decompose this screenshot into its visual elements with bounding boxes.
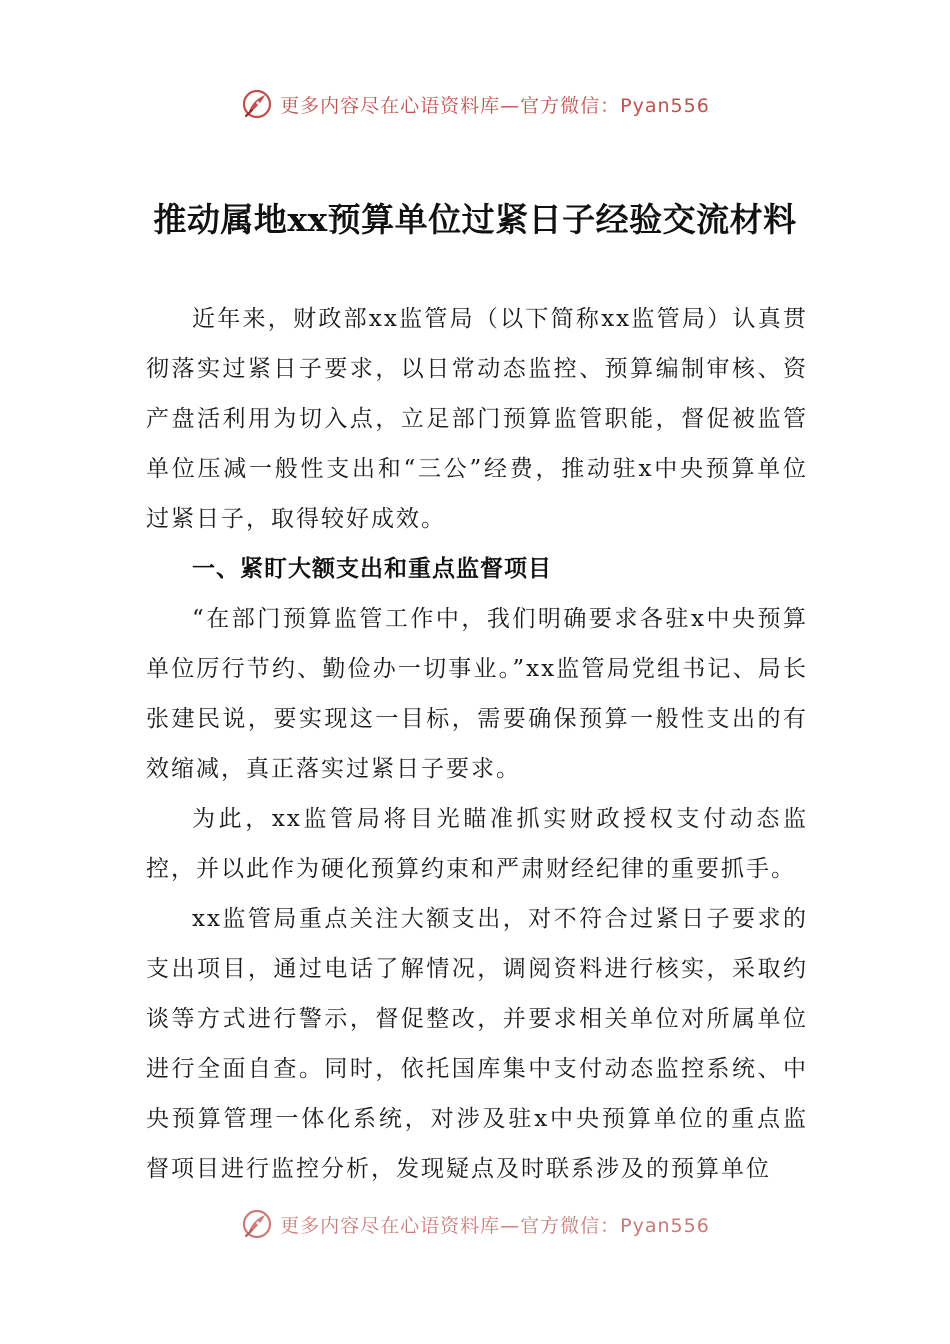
header-banner <box>0 84 950 124</box>
pen-nib-logo-icon <box>240 1207 274 1241</box>
section-paragraph: “在部门预算监管工作中，我们明确要求各驻x中央预算单位厉行节约、勤俭办一切事业。”xx监管局党组书记、局长张建民说，要实现这一目标，需要确保预算一般性支出的有效缩减，真正落实过紧日子要求。 <box>146 606 808 782</box>
document-title: 推动属地xx预算单位过紧日子经验交流材料 <box>153 200 797 239</box>
document-body <box>146 294 808 1194</box>
footer-banner-text: 更多内容尽在心语资料库—官方微信：Pyan556 <box>280 1214 710 1237</box>
footer-banner <box>0 1204 950 1244</box>
header-banner-text: 更多内容尽在心语资料库—官方微信：Pyan556 <box>280 94 710 117</box>
pen-nib-logo-icon <box>240 87 274 121</box>
section-paragraph: xx监管局重点关注大额支出，对不符合过紧日子要求的支出项目，通过电话了解情况，调阅资料进行核实，采取约谈等方式进行警示，督促整改，并要求相关单位对所属单位进行全面自查。同时，依托国库集中支付动态监控系统、中央预算管理一体化系统，对涉及驻x中央预算单位的重点监督项目进行监控分析，发现疑点及时联系涉及的预算单位 <box>146 906 808 1182</box>
intro-paragraph: 近年来，财政部xx监管局（以下简称xx监管局）认真贯彻落实过紧日子要求，以日常动态监控、预算编制审核、资产盘活利用为切入点，立足部门预算监管职能，督促被监管单位压减一般性支出和“三公”经费，推动驻x中央预算单位过紧日子，取得较好成效。 <box>146 306 808 532</box>
section-heading: 一、紧盯大额支出和重点监督项目 <box>192 556 552 582</box>
section-paragraph: 为此，xx监管局将目光瞄准抓实财政授权支付动态监控，并以此作为硬化预算约束和严肃财经纪律的重要抓手。 <box>146 806 808 882</box>
